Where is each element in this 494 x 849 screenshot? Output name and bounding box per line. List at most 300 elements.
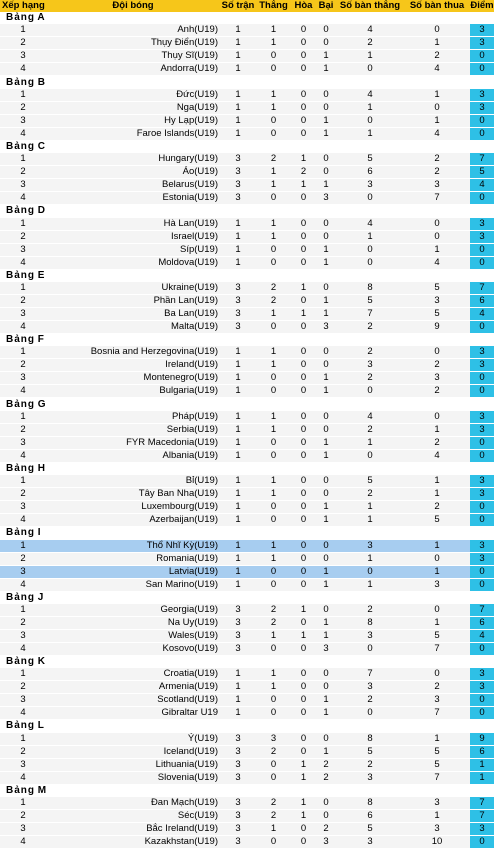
table-row[interactable] xyxy=(0,707,494,720)
table-row[interactable] xyxy=(0,771,494,784)
lost-cell: 0 xyxy=(316,604,336,617)
team-name-link[interactable]: Kosovo(U19) xyxy=(46,642,220,655)
goals-for-cell: 1 xyxy=(336,101,404,114)
team-name-link[interactable]: Bulgaria(U19) xyxy=(46,385,220,398)
team-name-link[interactable]: San Marino(U19) xyxy=(46,578,220,591)
table-row[interactable] xyxy=(0,423,494,436)
goals-against-cell: 0 xyxy=(404,218,470,231)
rank-cell: 2 xyxy=(0,616,46,629)
table-row[interactable] xyxy=(0,192,494,205)
lost-cell: 1 xyxy=(316,63,336,76)
table-row[interactable] xyxy=(0,694,494,707)
team-name-link[interactable]: Moldova(U19) xyxy=(46,256,220,269)
table-row[interactable] xyxy=(0,616,494,629)
played-cell: 1 xyxy=(220,668,256,681)
team-name-link[interactable]: Ý(U19) xyxy=(46,733,220,746)
team-name-link[interactable]: Armenia(U19) xyxy=(46,681,220,694)
group-header xyxy=(0,398,494,411)
points-cell: 0 xyxy=(470,449,494,462)
group-prefix: Bảng xyxy=(6,398,35,410)
table-row[interactable] xyxy=(0,514,494,527)
goals-against-cell: 1 xyxy=(404,810,470,823)
won-cell: 1 xyxy=(256,230,291,243)
drawn-cell: 1 xyxy=(291,179,316,192)
team-name-link[interactable]: Ukraine(U19) xyxy=(46,282,220,295)
team-name-link[interactable]: Montenegro(U19) xyxy=(46,372,220,385)
rank-cell: 1 xyxy=(0,218,46,231)
table-row[interactable] xyxy=(0,758,494,771)
goals-against-cell: 4 xyxy=(404,449,470,462)
points-cell: 7 xyxy=(470,153,494,166)
goals-for-cell: 3 xyxy=(336,681,404,694)
group-title xyxy=(0,527,494,540)
table-row[interactable] xyxy=(0,307,494,320)
played-cell: 3 xyxy=(220,294,256,307)
lost-cell: 0 xyxy=(316,282,336,295)
goals-for-cell: 2 xyxy=(336,758,404,771)
drawn-cell: 0 xyxy=(291,256,316,269)
drawn-cell: 0 xyxy=(291,359,316,372)
goals-for-cell: 0 xyxy=(336,256,404,269)
points-cell: 1 xyxy=(470,771,494,784)
won-cell: 0 xyxy=(256,694,291,707)
goals-against-cell: 4 xyxy=(404,63,470,76)
group-prefix: Bảng xyxy=(6,269,35,281)
team-name-link[interactable]: Ba Lan(U19) xyxy=(46,307,220,320)
points-cell: 0 xyxy=(470,565,494,578)
won-cell: 0 xyxy=(256,127,291,140)
lost-cell: 2 xyxy=(316,771,336,784)
points-cell: 3 xyxy=(470,552,494,565)
rank-cell: 3 xyxy=(0,179,46,192)
team-name-link[interactable]: Andorra(U19) xyxy=(46,63,220,76)
team-name-link[interactable]: Albania(U19) xyxy=(46,449,220,462)
team-name-link[interactable]: Thụy Sĩ(U19) xyxy=(46,50,220,63)
team-name-link[interactable]: Nga(U19) xyxy=(46,101,220,114)
table-row[interactable] xyxy=(0,24,494,37)
won-cell: 1 xyxy=(256,475,291,488)
goals-for-cell: 3 xyxy=(336,359,404,372)
table-row[interactable] xyxy=(0,346,494,359)
goals-against-cell: 1 xyxy=(404,565,470,578)
rank-cell: 1 xyxy=(0,540,46,553)
rank-cell: 3 xyxy=(0,823,46,836)
table-row[interactable] xyxy=(0,411,494,424)
goals-for-cell: 2 xyxy=(336,372,404,385)
team-name-link[interactable]: FYR Macedonia(U19) xyxy=(46,436,220,449)
table-row[interactable] xyxy=(0,449,494,462)
won-cell: 2 xyxy=(256,616,291,629)
won-cell: 1 xyxy=(256,668,291,681)
table-row[interactable] xyxy=(0,475,494,488)
goals-for-cell: 2 xyxy=(336,37,404,50)
played-cell: 1 xyxy=(220,24,256,37)
group-prefix: Bảng xyxy=(6,656,35,668)
team-name-link[interactable]: Estonia(U19) xyxy=(46,192,220,205)
table-row[interactable] xyxy=(0,50,494,63)
lost-cell: 1 xyxy=(316,578,336,591)
rank-cell: 2 xyxy=(0,810,46,823)
played-cell: 1 xyxy=(220,540,256,553)
group-prefix: Bảng xyxy=(6,140,35,152)
goals-against-cell: 1 xyxy=(404,540,470,553)
lost-cell: 0 xyxy=(316,346,336,359)
rank-cell: 4 xyxy=(0,707,46,720)
goals-against-cell: 1 xyxy=(404,114,470,127)
lost-cell: 1 xyxy=(316,50,336,63)
table-row[interactable] xyxy=(0,552,494,565)
goals-for-cell: 5 xyxy=(336,153,404,166)
rank-cell: 1 xyxy=(0,475,46,488)
won-cell: 1 xyxy=(256,488,291,501)
table-row[interactable] xyxy=(0,681,494,694)
table-row[interactable] xyxy=(0,668,494,681)
lost-cell: 1 xyxy=(316,449,336,462)
goals-for-cell: 1 xyxy=(336,50,404,63)
lost-cell: 1 xyxy=(316,707,336,720)
rank-cell: 2 xyxy=(0,359,46,372)
team-name-link[interactable]: Luxembourg(U19) xyxy=(46,501,220,514)
drawn-cell: 0 xyxy=(291,101,316,114)
played-cell: 3 xyxy=(220,179,256,192)
table-row[interactable] xyxy=(0,243,494,256)
rank-cell: 4 xyxy=(0,385,46,398)
table-row[interactable] xyxy=(0,733,494,746)
played-cell: 1 xyxy=(220,372,256,385)
team-name-link[interactable]: Hà Lan(U19) xyxy=(46,218,220,231)
played-cell: 1 xyxy=(220,346,256,359)
goals-for-cell: 8 xyxy=(336,733,404,746)
team-name-link[interactable]: Faroe Islands(U19) xyxy=(46,127,220,140)
played-cell: 3 xyxy=(220,758,256,771)
won-cell: 1 xyxy=(256,423,291,436)
points-cell: 3 xyxy=(470,37,494,50)
team-name-link[interactable]: Scotland(U19) xyxy=(46,694,220,707)
table-row[interactable] xyxy=(0,359,494,372)
points-cell: 0 xyxy=(470,501,494,514)
team-name-link[interactable]: Hy Lạp(U19) xyxy=(46,114,220,127)
goals-for-cell: 1 xyxy=(336,436,404,449)
goals-for-cell: 8 xyxy=(336,282,404,295)
table-row[interactable] xyxy=(0,488,494,501)
table-row[interactable] xyxy=(0,153,494,166)
won-cell: 1 xyxy=(256,37,291,50)
goals-for-cell: 7 xyxy=(336,668,404,681)
header-goals-against[interactable]: Số bàn thua xyxy=(404,0,470,12)
played-cell: 1 xyxy=(220,359,256,372)
goals-for-cell: 3 xyxy=(336,836,404,849)
won-cell: 0 xyxy=(256,836,291,849)
table-row[interactable] xyxy=(0,282,494,295)
drawn-cell: 0 xyxy=(291,50,316,63)
won-cell: 1 xyxy=(256,101,291,114)
group-title xyxy=(0,269,494,282)
team-name-link[interactable]: Latvia(U19) xyxy=(46,565,220,578)
table-row[interactable] xyxy=(0,836,494,849)
team-name-link[interactable]: Áo(U19) xyxy=(46,166,220,179)
points-cell: 4 xyxy=(470,307,494,320)
table-row[interactable] xyxy=(0,629,494,642)
group-header xyxy=(0,205,494,218)
table-row[interactable] xyxy=(0,166,494,179)
team-name-link[interactable]: Đan Mạch(U19) xyxy=(46,797,220,810)
won-cell: 0 xyxy=(256,192,291,205)
played-cell: 1 xyxy=(220,243,256,256)
goals-against-cell: 1 xyxy=(404,733,470,746)
team-name-link[interactable]: Pháp(U19) xyxy=(46,411,220,424)
played-cell: 3 xyxy=(220,733,256,746)
header-lost[interactable]: Bại xyxy=(316,0,336,12)
points-cell: 4 xyxy=(470,629,494,642)
played-cell: 1 xyxy=(220,488,256,501)
header-points[interactable]: Điểm xyxy=(470,0,494,11)
points-cell: 0 xyxy=(470,127,494,140)
points-cell: 3 xyxy=(470,681,494,694)
points-cell: 0 xyxy=(470,63,494,76)
rank-cell: 3 xyxy=(0,50,46,63)
lost-cell: 0 xyxy=(316,733,336,746)
points-cell: 3 xyxy=(470,346,494,359)
team-name-link[interactable]: Georgia(U19) xyxy=(46,604,220,617)
goals-against-cell: 0 xyxy=(404,346,470,359)
goals-for-cell: 3 xyxy=(336,540,404,553)
group-letter: I xyxy=(37,527,41,539)
lost-cell: 1 xyxy=(316,565,336,578)
table-row[interactable] xyxy=(0,642,494,655)
goals-against-cell: 0 xyxy=(404,668,470,681)
points-cell: 7 xyxy=(470,604,494,617)
table-row[interactable] xyxy=(0,37,494,50)
points-cell: 3 xyxy=(470,823,494,836)
team-name-link[interactable]: Azerbaijan(U19) xyxy=(46,514,220,527)
drawn-cell: 1 xyxy=(291,771,316,784)
goals-against-cell: 2 xyxy=(404,436,470,449)
lost-cell: 1 xyxy=(316,616,336,629)
table-row[interactable] xyxy=(0,179,494,192)
goals-against-cell: 5 xyxy=(404,282,470,295)
team-name-link[interactable]: Malta(U19) xyxy=(46,320,220,333)
team-name-link[interactable]: Kazakhstan(U19) xyxy=(46,836,220,849)
rank-cell: 3 xyxy=(0,243,46,256)
played-cell: 1 xyxy=(220,475,256,488)
team-name-link[interactable]: Israel(U19) xyxy=(46,230,220,243)
drawn-cell: 0 xyxy=(291,114,316,127)
header-won[interactable]: Thắng xyxy=(256,0,291,12)
goals-for-cell: 1 xyxy=(336,578,404,591)
team-name-link[interactable]: Belarus(U19) xyxy=(46,179,220,192)
team-name-link[interactable]: Gibraltar U19 xyxy=(46,707,220,720)
points-cell: 0 xyxy=(470,836,494,849)
goals-against-cell: 4 xyxy=(404,256,470,269)
drawn-cell: 0 xyxy=(291,423,316,436)
won-cell: 1 xyxy=(256,552,291,565)
goals-for-cell: 3 xyxy=(336,629,404,642)
points-cell: 0 xyxy=(470,694,494,707)
team-name-link[interactable]: Síp(U19) xyxy=(46,243,220,256)
lost-cell: 0 xyxy=(316,101,336,114)
played-cell: 3 xyxy=(220,166,256,179)
goals-for-cell: 0 xyxy=(336,565,404,578)
rank-cell: 1 xyxy=(0,153,46,166)
points-cell: 0 xyxy=(470,243,494,256)
won-cell: 1 xyxy=(256,166,291,179)
table-row[interactable] xyxy=(0,256,494,269)
table-row[interactable] xyxy=(0,230,494,243)
played-cell: 1 xyxy=(220,256,256,269)
team-name-link[interactable]: Thổ Nhĩ Kỳ(U19) xyxy=(46,540,220,553)
rank-cell: 1 xyxy=(0,668,46,681)
header-goals-for[interactable]: Số bàn thắng xyxy=(336,0,404,12)
lost-cell: 1 xyxy=(316,179,336,192)
table-row[interactable] xyxy=(0,385,494,398)
team-name-link[interactable]: Séc(U19) xyxy=(46,810,220,823)
goals-for-cell: 3 xyxy=(336,771,404,784)
goals-for-cell: 0 xyxy=(336,707,404,720)
team-name-link[interactable]: Slovenia(U19) xyxy=(46,771,220,784)
table-row[interactable] xyxy=(0,578,494,591)
table-row[interactable] xyxy=(0,127,494,140)
points-cell: 3 xyxy=(470,668,494,681)
goals-against-cell: 2 xyxy=(404,359,470,372)
played-cell: 3 xyxy=(220,745,256,758)
drawn-cell: 0 xyxy=(291,694,316,707)
goals-against-cell: 2 xyxy=(404,50,470,63)
won-cell: 2 xyxy=(256,294,291,307)
played-cell: 1 xyxy=(220,423,256,436)
table-row[interactable] xyxy=(0,372,494,385)
lost-cell: 0 xyxy=(316,797,336,810)
played-cell: 1 xyxy=(220,411,256,424)
header-rank[interactable]: Xếp hạng xyxy=(2,0,45,11)
team-name-link[interactable]: Phần Lan(U19) xyxy=(46,294,220,307)
group-prefix: Bảng xyxy=(6,334,35,346)
goals-against-cell: 1 xyxy=(404,37,470,50)
points-cell: 3 xyxy=(470,218,494,231)
points-cell: 1 xyxy=(470,758,494,771)
lost-cell: 1 xyxy=(316,745,336,758)
team-name-link[interactable]: Thụy Điển(U19) xyxy=(46,37,220,50)
team-name-link[interactable]: Tây Ban Nha(U19) xyxy=(46,488,220,501)
header-played[interactable]: Số trận xyxy=(221,0,255,11)
rank-cell: 3 xyxy=(0,629,46,642)
won-cell: 2 xyxy=(256,282,291,295)
lost-cell: 0 xyxy=(316,166,336,179)
table-row[interactable] xyxy=(0,89,494,102)
drawn-cell: 0 xyxy=(291,89,316,102)
table-row[interactable] xyxy=(0,101,494,114)
table-row[interactable] xyxy=(0,501,494,514)
team-name-link[interactable]: Lithuania(U19) xyxy=(46,758,220,771)
lost-cell: 1 xyxy=(316,501,336,514)
team-name-link[interactable]: Đức(U19) xyxy=(46,89,220,102)
lost-cell: 1 xyxy=(316,436,336,449)
rank-cell: 4 xyxy=(0,63,46,76)
group-header xyxy=(0,527,494,540)
table-row[interactable] xyxy=(0,797,494,810)
rank-cell: 3 xyxy=(0,114,46,127)
played-cell: 3 xyxy=(220,320,256,333)
drawn-cell: 0 xyxy=(291,823,316,836)
rank-cell: 4 xyxy=(0,320,46,333)
team-name-link[interactable]: Croatia(U19) xyxy=(46,668,220,681)
team-name-link[interactable]: Wales(U19) xyxy=(46,629,220,642)
goals-against-cell: 2 xyxy=(404,501,470,514)
goals-for-cell: 2 xyxy=(336,346,404,359)
table-row[interactable] xyxy=(0,540,494,553)
points-cell: 7 xyxy=(470,797,494,810)
table-row[interactable] xyxy=(0,436,494,449)
group-letter: L xyxy=(37,720,44,732)
table-row[interactable] xyxy=(0,320,494,333)
points-cell: 6 xyxy=(470,745,494,758)
table-row[interactable] xyxy=(0,823,494,836)
played-cell: 3 xyxy=(220,153,256,166)
goals-against-cell: 2 xyxy=(404,681,470,694)
table-row[interactable] xyxy=(0,565,494,578)
group-prefix: Bảng xyxy=(6,12,35,24)
played-cell: 1 xyxy=(220,385,256,398)
team-name-link[interactable]: Bỉ(U19) xyxy=(46,475,220,488)
played-cell: 3 xyxy=(220,307,256,320)
team-name-link[interactable]: Iceland(U19) xyxy=(46,745,220,758)
drawn-cell: 0 xyxy=(291,230,316,243)
header-team[interactable]: Đội bóng xyxy=(46,0,220,12)
points-cell: 3 xyxy=(470,359,494,372)
goals-against-cell: 10 xyxy=(404,836,470,849)
team-name-link[interactable]: Anh(U19) xyxy=(46,24,220,37)
goals-against-cell: 2 xyxy=(404,153,470,166)
drawn-cell: 0 xyxy=(291,411,316,424)
points-cell: 7 xyxy=(470,282,494,295)
lost-cell: 2 xyxy=(316,823,336,836)
lost-cell: 3 xyxy=(316,642,336,655)
goals-against-cell: 0 xyxy=(404,604,470,617)
drawn-cell: 0 xyxy=(291,565,316,578)
table-row[interactable] xyxy=(0,294,494,307)
table-row[interactable] xyxy=(0,604,494,617)
table-row[interactable] xyxy=(0,810,494,823)
lost-cell: 1 xyxy=(316,694,336,707)
table-row[interactable] xyxy=(0,745,494,758)
won-cell: 1 xyxy=(256,307,291,320)
goals-for-cell: 2 xyxy=(336,320,404,333)
points-cell: 0 xyxy=(470,642,494,655)
lost-cell: 0 xyxy=(316,89,336,102)
team-name-link[interactable]: Na Uy(U19) xyxy=(46,616,220,629)
header-drawn[interactable]: Hòa xyxy=(291,0,316,12)
goals-for-cell: 6 xyxy=(336,166,404,179)
drawn-cell: 0 xyxy=(291,37,316,50)
goals-against-cell: 7 xyxy=(404,707,470,720)
team-name-link[interactable]: Bosnia and Herzegovina(U19) xyxy=(46,346,220,359)
won-cell: 0 xyxy=(256,578,291,591)
table-row[interactable] xyxy=(0,218,494,231)
played-cell: 1 xyxy=(220,50,256,63)
table-row[interactable] xyxy=(0,114,494,127)
team-name-link[interactable]: Ireland(U19) xyxy=(46,359,220,372)
team-name-link[interactable]: Serbia(U19) xyxy=(46,423,220,436)
won-cell: 1 xyxy=(256,359,291,372)
table-row[interactable] xyxy=(0,63,494,76)
team-name-link[interactable]: Romania(U19) xyxy=(46,552,220,565)
team-name-link[interactable]: Hungary(U19) xyxy=(46,153,220,166)
won-cell: 1 xyxy=(256,24,291,37)
rank-cell: 4 xyxy=(0,514,46,527)
team-name-link[interactable]: Bắc Ireland(U19) xyxy=(46,823,220,836)
group-title xyxy=(0,205,494,218)
played-cell: 1 xyxy=(220,37,256,50)
goals-against-cell: 3 xyxy=(404,372,470,385)
